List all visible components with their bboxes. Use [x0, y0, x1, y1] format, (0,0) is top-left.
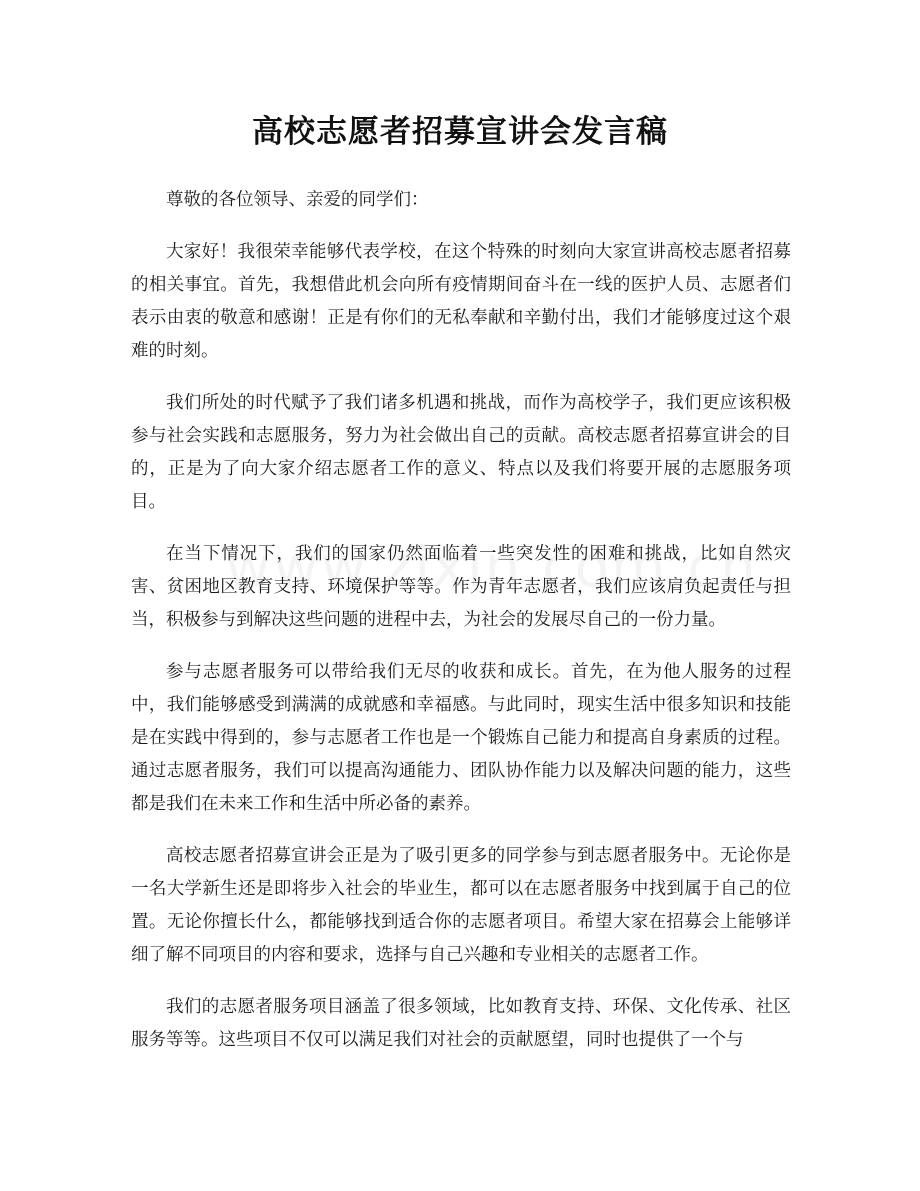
document-title: 高校志愿者招募宣讲会发言稿: [252, 114, 668, 150]
salutation-paragraph: 尊敬的各位领导、亲爱的同学们：: [166, 190, 429, 210]
document-body: [131, 184, 791, 1076]
body-paragraph: 高校志愿者招募宣讲会正是为了吸引更多的同学参与到志愿者服务中。无论你是一名大学新生还是即将步入社会的毕业生，都可以在志愿者服务中找到属于自己的位置。无论你擅长什么，都能够找到适合你的志愿者项目。希望大家在招募会上能够详细了解不同项目的内容和要求，选择与自己兴趣和专业相关的志愿者工作。: [131, 846, 791, 965]
body-paragraph: 在当下情况下，我们的国家仍然面临着一些突发性的困难和挑战，比如自然灾害、贫困地区教育支持、环境保护等等。作为青年志愿者，我们应该肩负起责任与担当，积极参与到解决这些问题的进程中去，为社会的发展尽自己的一份力量。: [131, 544, 791, 630]
body-paragraph: 参与志愿者服务可以带给我们无尽的收获和成长。首先，在为他人服务的过程中，我们能够感受到满满的成就感和幸福感。与此同时，现实生活中很多知识和技能是在实践中得到的，参与志愿者工作也是一个锻炼自己能力和提高自身素质的过程。通过志愿者服务，我们可以提高沟通能力、团队协作能力以及解决问题的能力，这些都是我们在未来工作和生活中所必备的素养。: [131, 662, 791, 814]
body-paragraph: 我们所处的时代赋予了我们诸多机遇和挑战，而作为高校学子，我们更应该积极参与社会实践和志愿服务，努力为社会做出自己的贡献。高校志愿者招募宣讲会的目的，正是为了向大家介绍志愿者工作的意义、特点以及我们将要开展的志愿服务项目。: [131, 393, 791, 512]
body-paragraph: 大家好！我很荣幸能够代表学校，在这个特殊的时刻向大家宣讲高校志愿者招募的相关事宜。首先，我想借此机会向所有疫情期间奋斗在一线的医护人员、志愿者们表示由衷的敬意和感谢！正是有你们的无私奉献和辛勤付出，我们才能够度过这个艰难的时刻。: [131, 242, 791, 361]
body-paragraph: 我们的志愿者服务项目涵盖了很多领域，比如教育支持、环保、文化传承、社区服务等等。这些项目不仅可以满足我们对社会的贡献愿望，同时也提供了一个与: [131, 997, 791, 1050]
